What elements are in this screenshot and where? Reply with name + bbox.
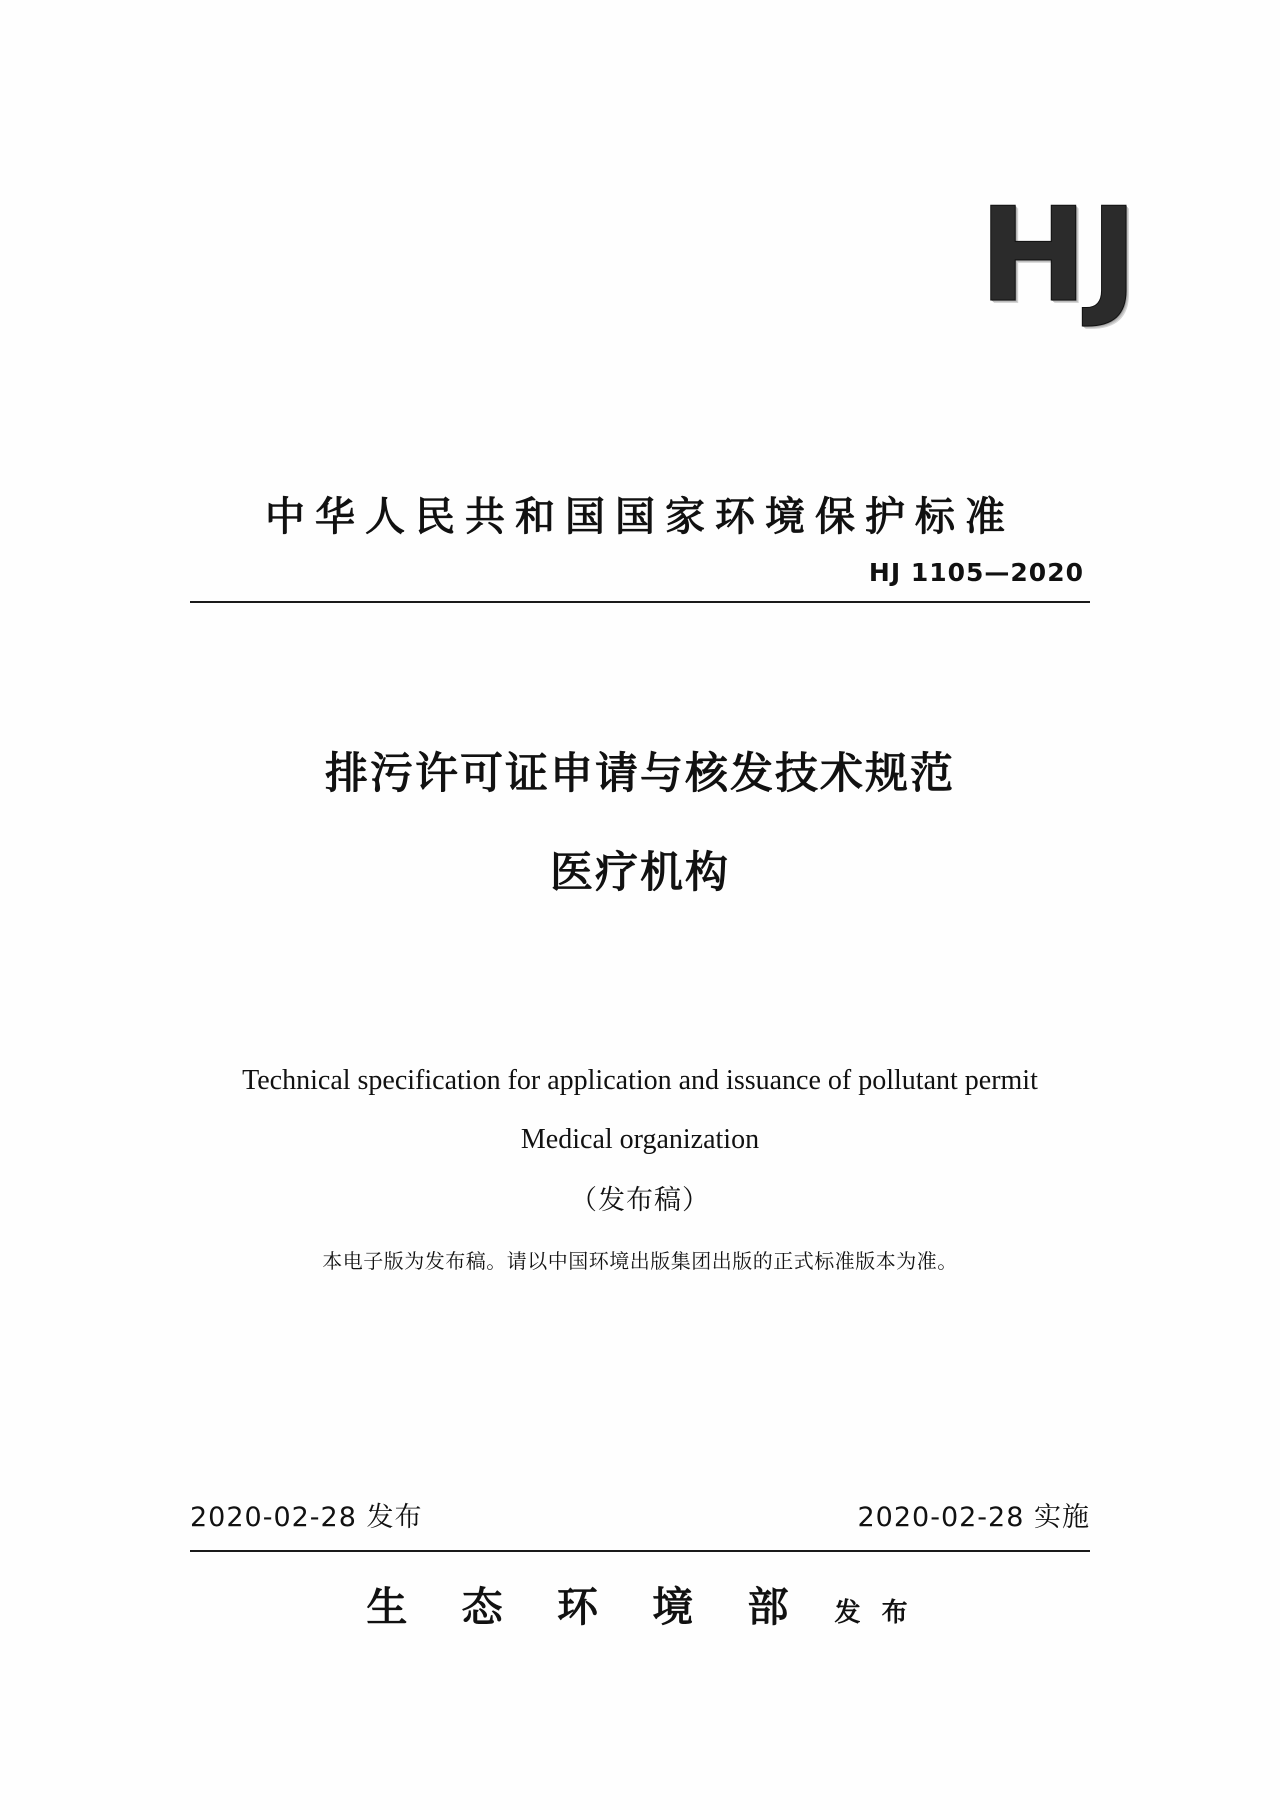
issuer-block: [190, 1574, 1090, 1633]
issuer-verb: 发 布: [834, 1598, 914, 1628]
subtitle-english-line2: Medical organization: [520, 1124, 760, 1155]
hj-logo-text: HJ: [978, 179, 1140, 331]
standard-header: [190, 485, 1090, 603]
header-divider: [190, 601, 1090, 603]
footer-divider: [190, 1550, 1090, 1552]
document-footer: [190, 1495, 1090, 1633]
document-title-line1: 排污许可证申请与核发技术规范: [325, 749, 955, 799]
hj-logo: [880, 179, 1140, 331]
effective-date: 2020-02-28 实施: [857, 1502, 1090, 1533]
subtitle-status: （发布稿）: [570, 1185, 710, 1216]
subtitle-note: 本电子版为发布稿。请以中国环境出版集团出版的正式标准版本为准。: [322, 1249, 958, 1273]
subtitle-block: [150, 1060, 1130, 1274]
subtitle-english-line1: Technical specification for application and issuance of pollutant permit: [242, 1065, 1038, 1096]
standard-series-title: 中华人民共和国国家环境保护标准: [265, 494, 1015, 540]
issue-date: 2020-02-28 发布: [190, 1502, 423, 1533]
issuer-name: 生 态 环 境 部: [366, 1583, 809, 1631]
standard-code: HJ 1105—2020: [868, 558, 1084, 587]
document-title: [190, 745, 1090, 900]
document-title-line2: 医疗机构: [550, 848, 730, 899]
footer-dates: [190, 1495, 1090, 1534]
